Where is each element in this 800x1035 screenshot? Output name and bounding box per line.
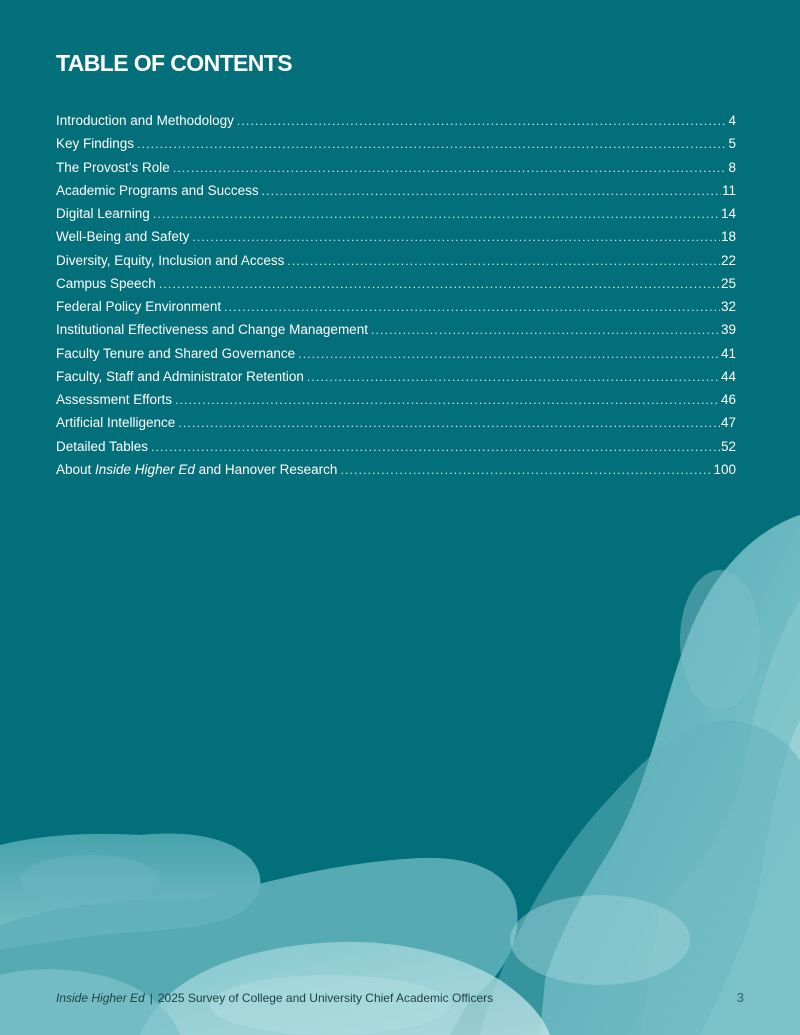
toc-entry-digital-learning[interactable] xyxy=(56,202,736,225)
toc-entry-faculty-tenure-shared-governance[interactable] xyxy=(56,342,736,365)
toc-entry-institutional-effectiveness[interactable] xyxy=(56,318,736,341)
toc-entry-label: The Provost’s Role xyxy=(56,159,170,175)
toc-entry-academic-programs-and-success[interactable] xyxy=(56,179,736,202)
dot-leader xyxy=(287,250,720,273)
toc-entry-label-italic: Inside Higher Ed xyxy=(95,461,195,477)
toc-entry-campus-speech[interactable] xyxy=(56,272,736,295)
toc-entry-page: 39 xyxy=(720,322,736,338)
dot-leader xyxy=(153,203,720,226)
toc-entry-page: 25 xyxy=(720,275,736,291)
toc-entry-label: Institutional Effectiveness and Change Management xyxy=(56,322,368,338)
dot-leader xyxy=(173,157,728,180)
toc-entry-label: Assessment Efforts xyxy=(56,392,173,407)
footer-citation xyxy=(56,991,493,1005)
dot-leader xyxy=(178,412,720,435)
toc-entry-page: 52 xyxy=(720,438,736,454)
toc-entry-label: Key Findings xyxy=(56,136,135,152)
toc-entry-label xyxy=(56,458,337,481)
toc-entry-key-findings[interactable] xyxy=(56,132,736,155)
dot-leader xyxy=(159,273,720,296)
toc-entry-label: Well-Being and Safety xyxy=(56,229,190,245)
toc-entry-label: Digital Learning xyxy=(56,206,150,221)
toc-entry-federal-policy-environment[interactable] xyxy=(56,295,736,318)
toc-entry-label-prefix: About xyxy=(56,461,96,477)
dot-leader xyxy=(237,110,728,133)
toc-entry-label: Artificial Intelligence xyxy=(56,415,176,431)
toc-entry-page: 44 xyxy=(720,368,736,384)
toc-entry-detailed-tables[interactable] xyxy=(56,435,736,458)
toc-entry-diversity-equity-inclusion-access[interactable] xyxy=(56,249,736,272)
footer-separator: | xyxy=(149,991,153,1005)
toc-entry-faculty-staff-administrator-retention[interactable] xyxy=(56,365,736,388)
toc-entry-label: Detailed Tables xyxy=(56,438,149,454)
toc-entry-page: 100 xyxy=(713,461,736,477)
toc-entry-label-suffix: and Hanover Research xyxy=(194,461,338,477)
toc-entry-page: 22 xyxy=(720,252,736,268)
dot-leader xyxy=(137,133,727,156)
toc-entry-label: Faculty Tenure and Shared Governance xyxy=(56,345,296,361)
dot-leader xyxy=(262,180,721,203)
page-footer xyxy=(56,990,744,1005)
toc-entry-page: 47 xyxy=(720,415,736,431)
dot-leader xyxy=(224,296,720,319)
toc-entry-assessment-efforts[interactable] xyxy=(56,388,736,411)
toc-entry-page: 11 xyxy=(721,182,736,198)
footer-publication: Inside Higher Ed xyxy=(56,991,145,1005)
toc-entry-page: 14 xyxy=(720,206,736,221)
page-title: TABLE OF CONTENTS xyxy=(56,50,292,76)
toc-entry-page: 4 xyxy=(728,113,736,128)
footer-page-number: 3 xyxy=(736,990,744,1005)
toc-entry-page: 5 xyxy=(728,136,736,152)
toc-entry-page: 46 xyxy=(720,392,736,407)
toc-entry-artificial-intelligence[interactable] xyxy=(56,411,736,434)
toc-section xyxy=(56,48,736,477)
toc-entry-label: Campus Speech xyxy=(56,275,156,291)
toc-entry-label: Diversity, Equity, Inclusion and Access xyxy=(56,252,285,268)
toc-list xyxy=(56,109,736,481)
toc-entry-label: Academic Programs and Success xyxy=(56,182,259,198)
dot-leader xyxy=(298,343,720,366)
dot-leader xyxy=(307,366,720,389)
toc-entry-introduction-and-methodology[interactable] xyxy=(56,109,736,132)
toc-entry-page: 18 xyxy=(720,229,736,245)
dot-leader xyxy=(371,319,720,342)
dot-leader xyxy=(151,436,720,459)
toc-entry-provosts-role[interactable] xyxy=(56,156,736,179)
toc-entry-page: 32 xyxy=(720,299,736,314)
toc-entry-page: 8 xyxy=(728,159,736,175)
toc-entry-page: 41 xyxy=(720,345,736,361)
toc-entry-label: Introduction and Methodology xyxy=(56,113,234,128)
dot-leader xyxy=(175,389,720,412)
dot-leader xyxy=(340,459,712,482)
toc-entry-well-being-and-safety[interactable] xyxy=(56,225,736,248)
dot-leader xyxy=(192,226,720,249)
footer-report-title: 2025 Survey of College and University Chief Academic Officers xyxy=(157,991,494,1005)
toc-entry-label: Faculty, Staff and Administrator Retention xyxy=(56,368,304,384)
toc-entry-about[interactable] xyxy=(56,458,736,481)
toc-entry-label: Federal Policy Environment xyxy=(56,299,222,314)
